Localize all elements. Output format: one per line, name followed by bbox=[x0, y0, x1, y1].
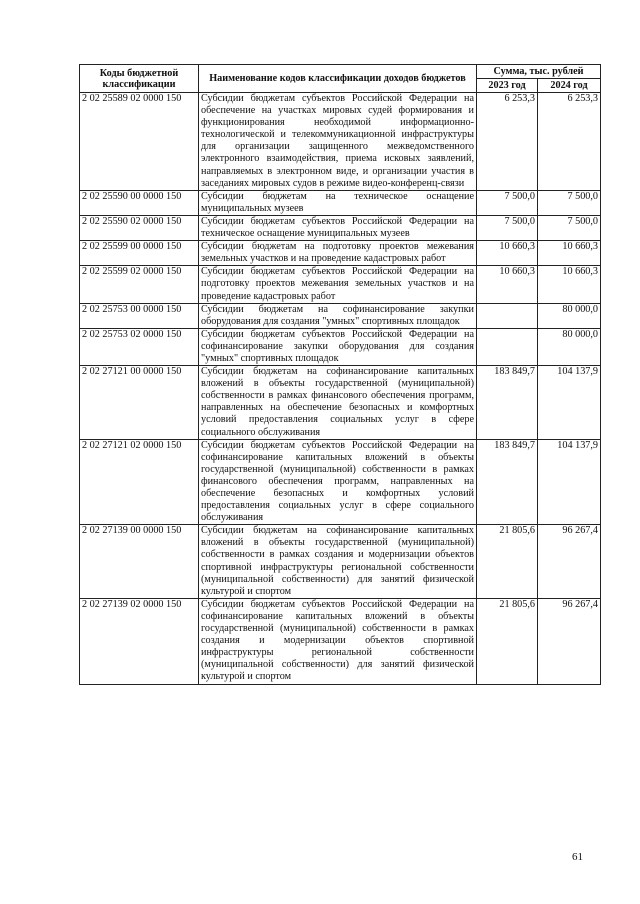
amount-2024: 104 137,9 bbox=[538, 439, 601, 525]
amount-2023: 7 500,0 bbox=[477, 190, 538, 215]
classification-name: Субсидии бюджетам на софинансирование закупки оборудования для создания "умных" спортивных площадок bbox=[199, 303, 477, 328]
amount-2024: 7 500,0 bbox=[538, 215, 601, 240]
classification-code: 2 02 25753 00 0000 150 bbox=[80, 303, 199, 328]
table-row bbox=[80, 93, 601, 191]
classification-name: Субсидии бюджетам субъектов Российской Федерации на софинансирование закупки оборудования для создания "умных" спортивных площадок bbox=[199, 328, 477, 365]
classification-code: 2 02 25753 02 0000 150 bbox=[80, 328, 199, 365]
budget-revenue-table bbox=[79, 64, 601, 685]
table-row bbox=[80, 266, 601, 303]
table-row bbox=[80, 241, 601, 266]
classification-name: Субсидии бюджетам субъектов Российской Федерации на техническое оснащение муниципальных музеев bbox=[199, 215, 477, 240]
table-body bbox=[80, 93, 601, 685]
classification-code: 2 02 25590 02 0000 150 bbox=[80, 215, 199, 240]
amount-2023: 7 500,0 bbox=[477, 215, 538, 240]
table-row bbox=[80, 525, 601, 599]
amount-2024: 10 660,3 bbox=[538, 266, 601, 303]
classification-name: Субсидии бюджетам субъектов Российской Федерации на софинансирование капитальных вложений в объекты государственной (муниципальной) собственности в рамках создания и модернизации объектов спортивной инфраструктуры региональной собственности (муниципальной собственности) для занятий физической культурой и спортом bbox=[199, 598, 477, 684]
page-number: 61 bbox=[572, 851, 583, 863]
classification-code: 2 02 25599 00 0000 150 bbox=[80, 241, 199, 266]
classification-code: 2 02 27139 02 0000 150 bbox=[80, 598, 199, 684]
classification-name: Субсидии бюджетам на софинансирование капитальных вложений в объекты государственной (муниципальной) собственности в рамках создания и модернизации объектов спортивной инфраструктуры региональной собственности (муниципальной собственности) для занятий физической культурой и спортом bbox=[199, 525, 477, 599]
amount-2023 bbox=[477, 328, 538, 365]
classification-name: Субсидии бюджетам на подготовку проектов межевания земельных участков и на проведение кадастровых работ bbox=[199, 241, 477, 266]
classification-code: 2 02 25589 02 0000 150 bbox=[80, 93, 199, 191]
amount-2023: 10 660,3 bbox=[477, 241, 538, 266]
header-year-2024: 2024 год bbox=[538, 79, 601, 93]
table-header bbox=[80, 65, 601, 93]
table-row bbox=[80, 328, 601, 365]
header-year-2023: 2023 год bbox=[477, 79, 538, 93]
classification-code: 2 02 25590 00 0000 150 bbox=[80, 190, 199, 215]
amount-2024: 96 267,4 bbox=[538, 525, 601, 599]
amount-2023 bbox=[477, 303, 538, 328]
classification-name: Субсидии бюджетам на техническое оснащение муниципальных музеев bbox=[199, 190, 477, 215]
amount-2024: 80 000,0 bbox=[538, 328, 601, 365]
classification-name: Субсидии бюджетам субъектов Российской Федерации на подготовку проектов межевания земельных участков и на проведение кадастровых работ bbox=[199, 266, 477, 303]
amount-2023: 183 849,7 bbox=[477, 439, 538, 525]
amount-2024: 7 500,0 bbox=[538, 190, 601, 215]
amount-2024: 6 253,3 bbox=[538, 93, 601, 191]
classification-name: Субсидии бюджетам субъектов Российской Федерации на софинансирование капитальных вложений в объекты государственной (муниципальной) собственности в рамках финансового обеспечения программ, направленных на обеспечение безопасных и комфортных условий предоставления социальных услуг в сфере социального обслуживания bbox=[199, 439, 477, 525]
header-name: Наименование кодов классификации доходов бюджетов bbox=[199, 65, 477, 93]
amount-2024: 10 660,3 bbox=[538, 241, 601, 266]
table-row bbox=[80, 439, 601, 525]
amount-2024: 96 267,4 bbox=[538, 598, 601, 684]
classification-code: 2 02 25599 02 0000 150 bbox=[80, 266, 199, 303]
table-row bbox=[80, 598, 601, 684]
amount-2023: 21 805,6 bbox=[477, 598, 538, 684]
amount-2024: 80 000,0 bbox=[538, 303, 601, 328]
amount-2023: 10 660,3 bbox=[477, 266, 538, 303]
classification-name: Субсидии бюджетам субъектов Российской Федерации на обеспечение на участках мировых судей формирования и функционирования необходимой информационно-технологической и телекоммуникационной инфраструктуры для организации защищенного межведомственного электронного взаимодействия, приема исковых заявлений, направляемых в электронном виде, и организации участия в заседаниях мировых судов в режиме видео-конференц-связи bbox=[199, 93, 477, 191]
amount-2024: 104 137,9 bbox=[538, 366, 601, 440]
table-row bbox=[80, 366, 601, 440]
classification-code: 2 02 27121 02 0000 150 bbox=[80, 439, 199, 525]
classification-code: 2 02 27139 00 0000 150 bbox=[80, 525, 199, 599]
table-row bbox=[80, 190, 601, 215]
amount-2023: 21 805,6 bbox=[477, 525, 538, 599]
amount-2023: 183 849,7 bbox=[477, 366, 538, 440]
table-row bbox=[80, 215, 601, 240]
classification-code: 2 02 27121 00 0000 150 bbox=[80, 366, 199, 440]
classification-name: Субсидии бюджетам на софинансирование капитальных вложений в объекты государственной (муниципальной) собственности в рамках финансового обеспечения программ, направленных на обеспечение безопасных и комфортных условий предоставления социальных услуг в сфере социального обслуживания bbox=[199, 366, 477, 440]
amount-2023: 6 253,3 bbox=[477, 93, 538, 191]
header-sum: Сумма, тыс. рублей bbox=[477, 65, 601, 79]
header-code: Коды бюджетной классификации bbox=[80, 65, 199, 93]
table-row bbox=[80, 303, 601, 328]
